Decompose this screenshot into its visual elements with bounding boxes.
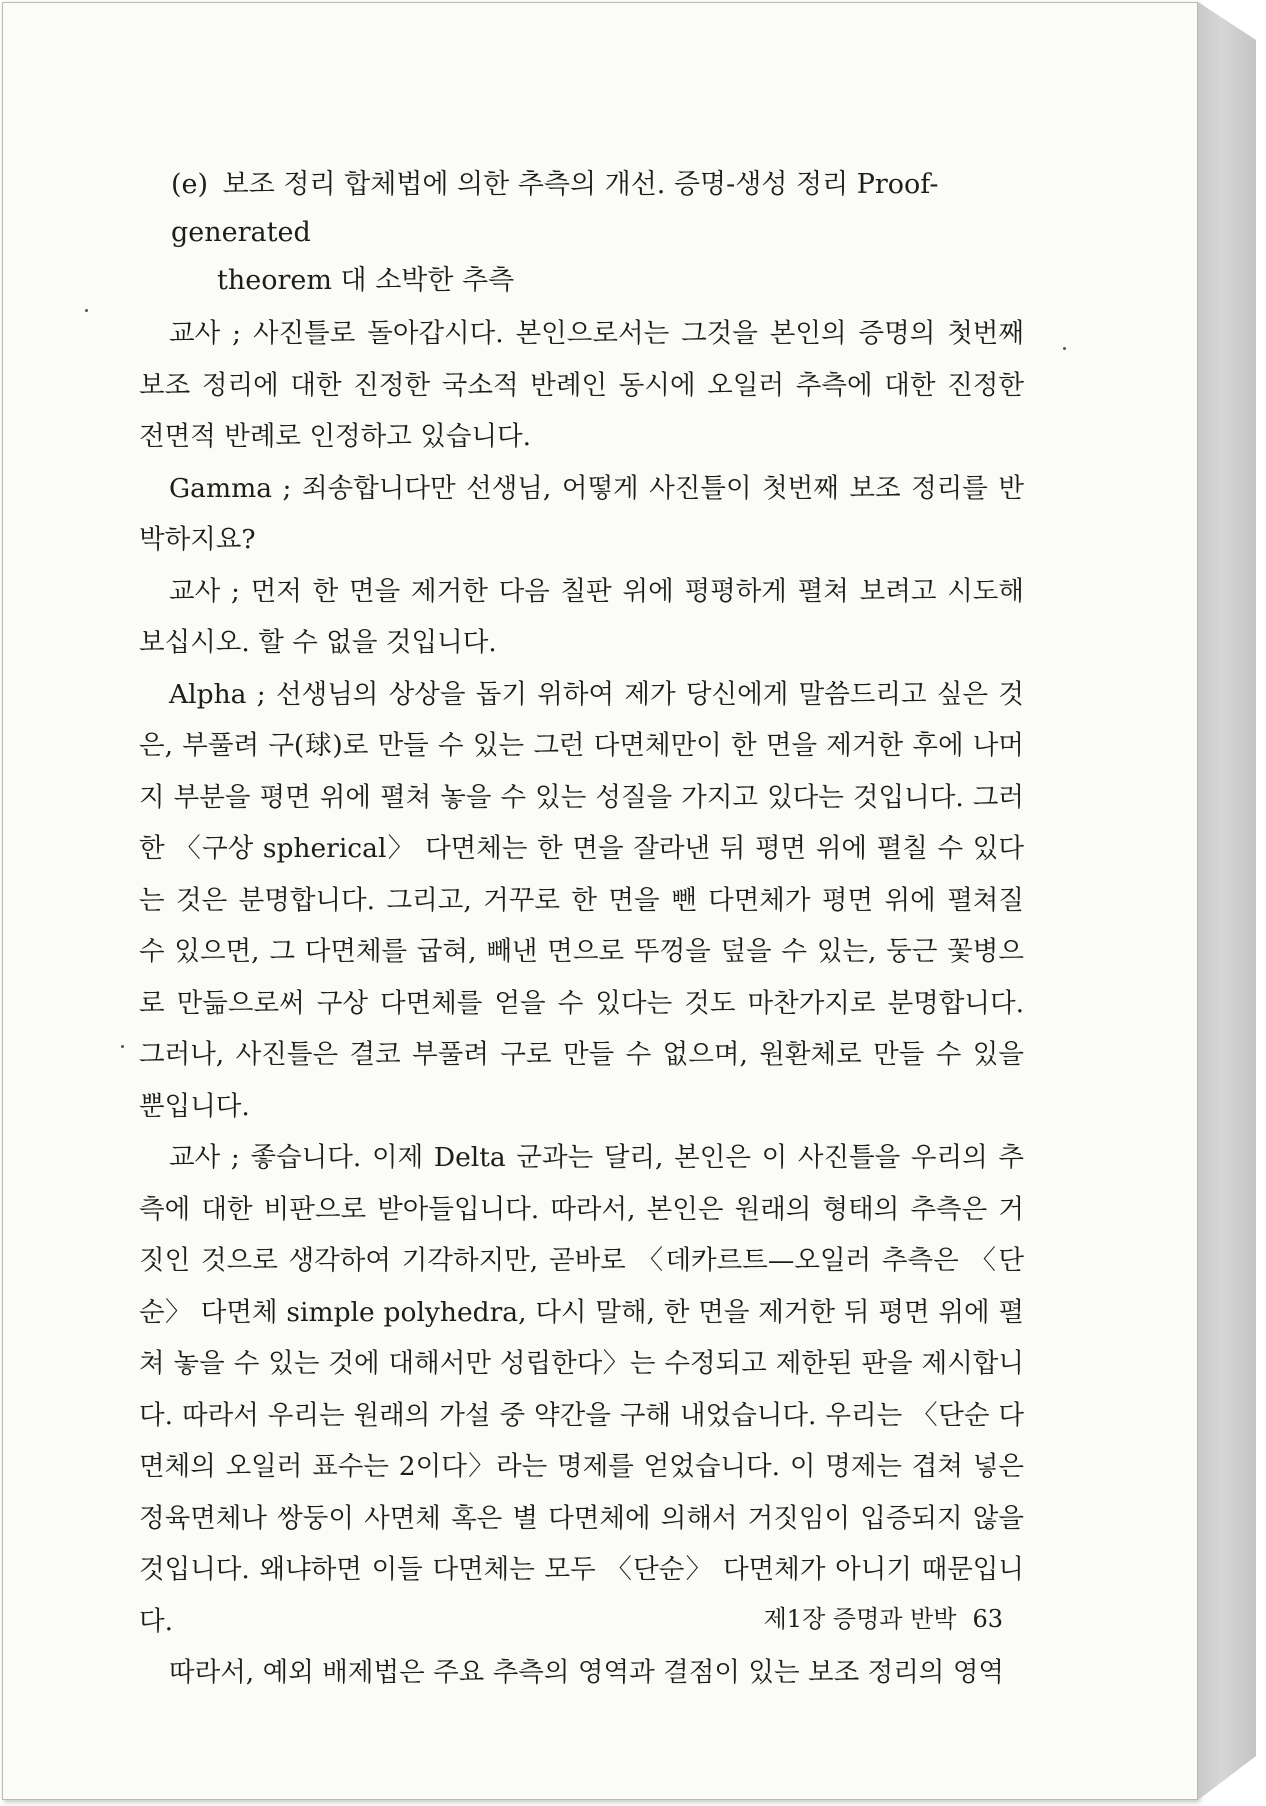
scan-speck <box>85 309 88 312</box>
scan-speck <box>121 1045 124 1048</box>
speaker-separator: ; <box>220 575 251 607</box>
speaker-separator: ; <box>220 1142 251 1173</box>
speaker-name: Gamma <box>169 472 273 504</box>
book-page-edges <box>1198 2 1256 1800</box>
section-heading <box>171 161 1051 305</box>
speaker-name: Alpha <box>169 678 247 710</box>
speaker-separator: ; <box>246 678 276 710</box>
paragraph-text: 죄송합니다만 선생님, 어떻게 사진틀이 첫번째 보조 정리를 반박하지요? <box>139 472 1024 555</box>
paragraph-text: 좋습니다. 이제 Delta 군과는 달리, 본인은 이 사진틀을 우리의 추측에 대한 비판으로 받아들입니다. 따라서, 본인은 원래의 형태의 추측은 거짓인 것으로 생각하여 기각하지만, 곧바로 〈데카르트—오일러 추측은 〈단순〉 다면체 simple polyhedra, 다시 말해, 한 면을 제거한 뒤 평면 위에 펼쳐 놓을 수 있는 것에 대해서만 성립한다〉는 수정되고 제한된 판을 제시합니다. 따라서 우리는 원래의 가설 중 약간을 구해 내었습니다. 우리는 〈단순 다면체의 오일러 표수는 2이다〉라는 명제를 얻었습니다. 이 명제는 겹쳐 넣은 정육면체나 쌍둥이 사면체 혹은 별 다면체에 의해서 거짓임이 입증되지 않을 것입니다. 왜냐하면 이들 다면체는 모두 〈단순〉 다면체가 아니기 때문입니다. <box>139 1142 1024 1637</box>
section-heading-line-1: 보조 정리 합체법에 의한 추측의 개선. 증명-생성 정리 Proof-generated <box>171 169 939 248</box>
page-number: 63 <box>972 1605 1003 1633</box>
book-page <box>2 2 1198 1800</box>
paragraph <box>139 566 1024 669</box>
speaker-name: 교사 <box>169 1142 221 1173</box>
scan-speck <box>1063 347 1066 350</box>
paragraph-text: 선생님의 상상을 돕기 위하여 제가 당신에게 말씀드리고 싶은 것은, 부풀려 구(球)로 만들 수 있는 그런 다면체만이 한 면을 제거한 후에 나머지 부분을 평면 위에 펼쳐 놓을 수 있는 성질을 가지고 있다는 것입니다. 그러한 〈구상 spherical〉 다면체는 한 면을 잘라낸 뒤 평면 위에 펼칠 수 있다는 것은 분명합니다. 그리고, 거꾸로 한 면을 뺀 다면체가 평면 위에 펼쳐질 수 있으면, 그 다면체를 굽혀, 빼낸 면으로 뚜껑을 덮을 수 있는, 둥근 꽃병으로 만듦으로써 구상 다면체를 얻을 수 있다는 것도 마찬가지로 분명합니다. 그러나, 사진틀은 결코 부풀려 구로 만들 수 없으며, 원환체로 만들 수 있을 뿐입니다. <box>139 678 1024 1122</box>
paragraph <box>139 308 1024 463</box>
page-footer <box>753 1599 1003 1634</box>
book-scan <box>2 2 1258 1802</box>
paragraph-text: 사진틀로 돌아갑시다. 본인으로서는 그것을 본인의 증명의 첫번째 보조 정리에 대한 진정한 국소적 반례인 동시에 오일러 추측에 대한 진정한 전면적 반례로 인정하고 있습니다. <box>139 318 1024 452</box>
paragraph <box>139 669 1024 1133</box>
speaker-name: 교사 <box>169 575 221 607</box>
dialogue-body <box>139 308 1024 1699</box>
section-heading-line-2: theorem 대 소박한 추측 <box>217 265 515 296</box>
speaker-separator: ; <box>272 472 302 504</box>
speaker-name: 교사 <box>169 318 221 349</box>
paragraph <box>139 463 1024 566</box>
paragraph-text: 따라서, 예외 배제법은 주요 추측의 영역과 결점이 있는 보조 정리의 영역 <box>169 1657 1005 1688</box>
paragraph <box>139 1132 1024 1647</box>
paragraph-text: 먼저 한 면을 제거한 다음 칠판 위에 평평하게 펼쳐 보려고 시도해 보십시오. 할 수 없을 것입니다. <box>139 575 1024 658</box>
section-label: (e) <box>171 169 209 200</box>
chapter-title: 제1장 증명과 반박 <box>763 1605 957 1633</box>
paragraph <box>139 1647 1024 1699</box>
speaker-separator: ; <box>220 318 253 349</box>
